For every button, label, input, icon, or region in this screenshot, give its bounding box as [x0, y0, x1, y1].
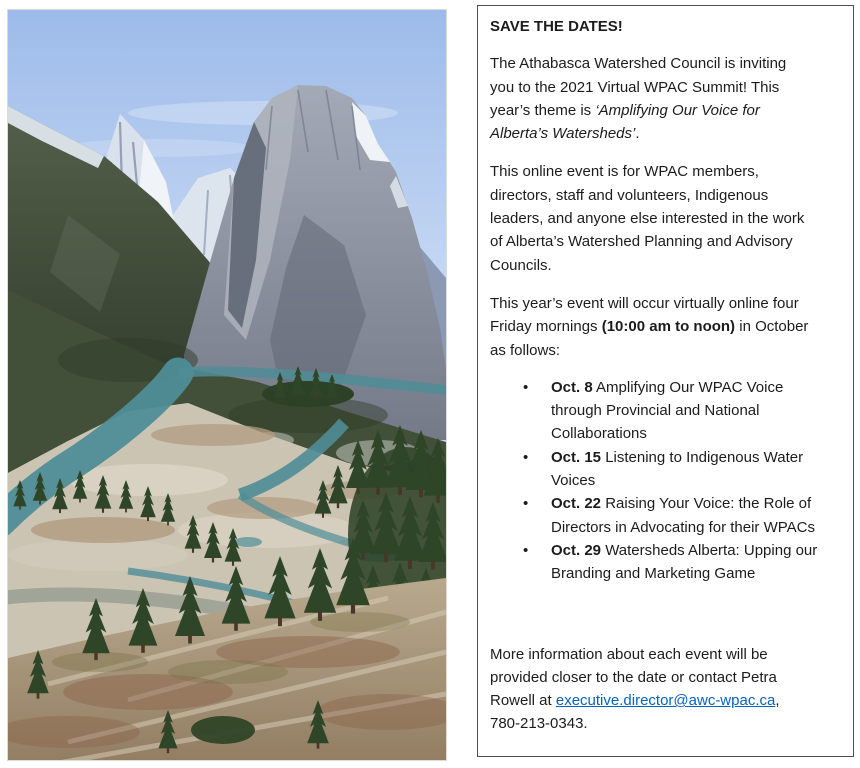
notice-title: SAVE THE DATES!	[490, 18, 623, 35]
contact-paragraph	[490, 643, 842, 736]
text-line: through Provincial and National	[551, 402, 760, 420]
text-line	[490, 315, 842, 338]
theme-italic: ‘Amplifying Our Voice for	[595, 101, 760, 119]
text-line: leaders, and anyone else interested in the work	[490, 210, 805, 228]
audience-paragraph	[490, 160, 842, 276]
email-link[interactable]: executive.director@awc-wpac.ca	[555, 692, 776, 710]
text-line: directors, staff and volunteers, Indigenous	[490, 186, 769, 204]
event-notice-box	[477, 5, 854, 757]
text-run: ,	[775, 692, 780, 710]
text-line: provided closer to the date or contact Petra	[490, 668, 777, 686]
text-line: This online event is for WPAC members,	[490, 163, 759, 181]
text-line	[551, 376, 842, 399]
text-run: .	[635, 125, 640, 143]
session-date: Oct. 22	[551, 495, 602, 513]
text-line: of Alberta’s Watershed Planning and Advisory	[490, 233, 793, 251]
time-bold: (10:00 am to noon)	[601, 318, 736, 336]
text-line: Branding and Marketing Game	[551, 565, 756, 583]
text-run: year’s theme is	[490, 101, 596, 119]
text-line	[551, 492, 842, 515]
text-line	[490, 99, 842, 122]
valley-photo-scene	[8, 10, 446, 760]
theme-italic: Alberta’s Watersheds’	[490, 125, 636, 143]
list-item	[551, 492, 842, 539]
text-line: The Athabasca Watershed Council is inviting	[490, 55, 787, 73]
text-line: as follows:	[490, 341, 561, 359]
list-item	[551, 376, 842, 446]
text-run: Friday mornings	[490, 318, 602, 336]
text-run: Raising Your Voice: the Role of	[601, 495, 812, 513]
text-line: Directors in Advocating for their WPACs	[551, 518, 815, 536]
list-item	[551, 539, 842, 586]
text-line: Voices	[551, 472, 596, 490]
text-line: 780-213-0343.	[490, 715, 588, 733]
text-run: Watersheds Alberta: Upping our	[601, 541, 818, 559]
valley-photo	[8, 10, 446, 760]
schedule-paragraph	[490, 292, 842, 362]
text-run: Listening to Indigenous Water	[601, 448, 804, 466]
text-line: Collaborations	[551, 425, 647, 443]
text-line: This year’s event will occur virtually online four	[490, 294, 799, 312]
text-line	[551, 539, 842, 562]
text-run: Rowell at	[490, 692, 556, 710]
text-line: you to the 2021 Virtual WPAC Summit! This	[490, 78, 780, 96]
list-item	[551, 446, 842, 493]
text-run: Amplifying Our WPAC Voice	[592, 378, 784, 396]
intro-paragraph	[490, 52, 842, 145]
session-date: Oct. 29	[551, 541, 602, 559]
text-line	[490, 689, 842, 712]
text-run: in October	[735, 318, 809, 336]
text-line	[490, 122, 842, 145]
session-list	[490, 376, 842, 586]
text-line	[551, 446, 842, 469]
text-line: More information about each event will be	[490, 645, 768, 663]
session-date: Oct. 15	[551, 448, 602, 466]
session-date: Oct. 8	[551, 378, 593, 396]
text-line: Councils.	[490, 256, 552, 274]
